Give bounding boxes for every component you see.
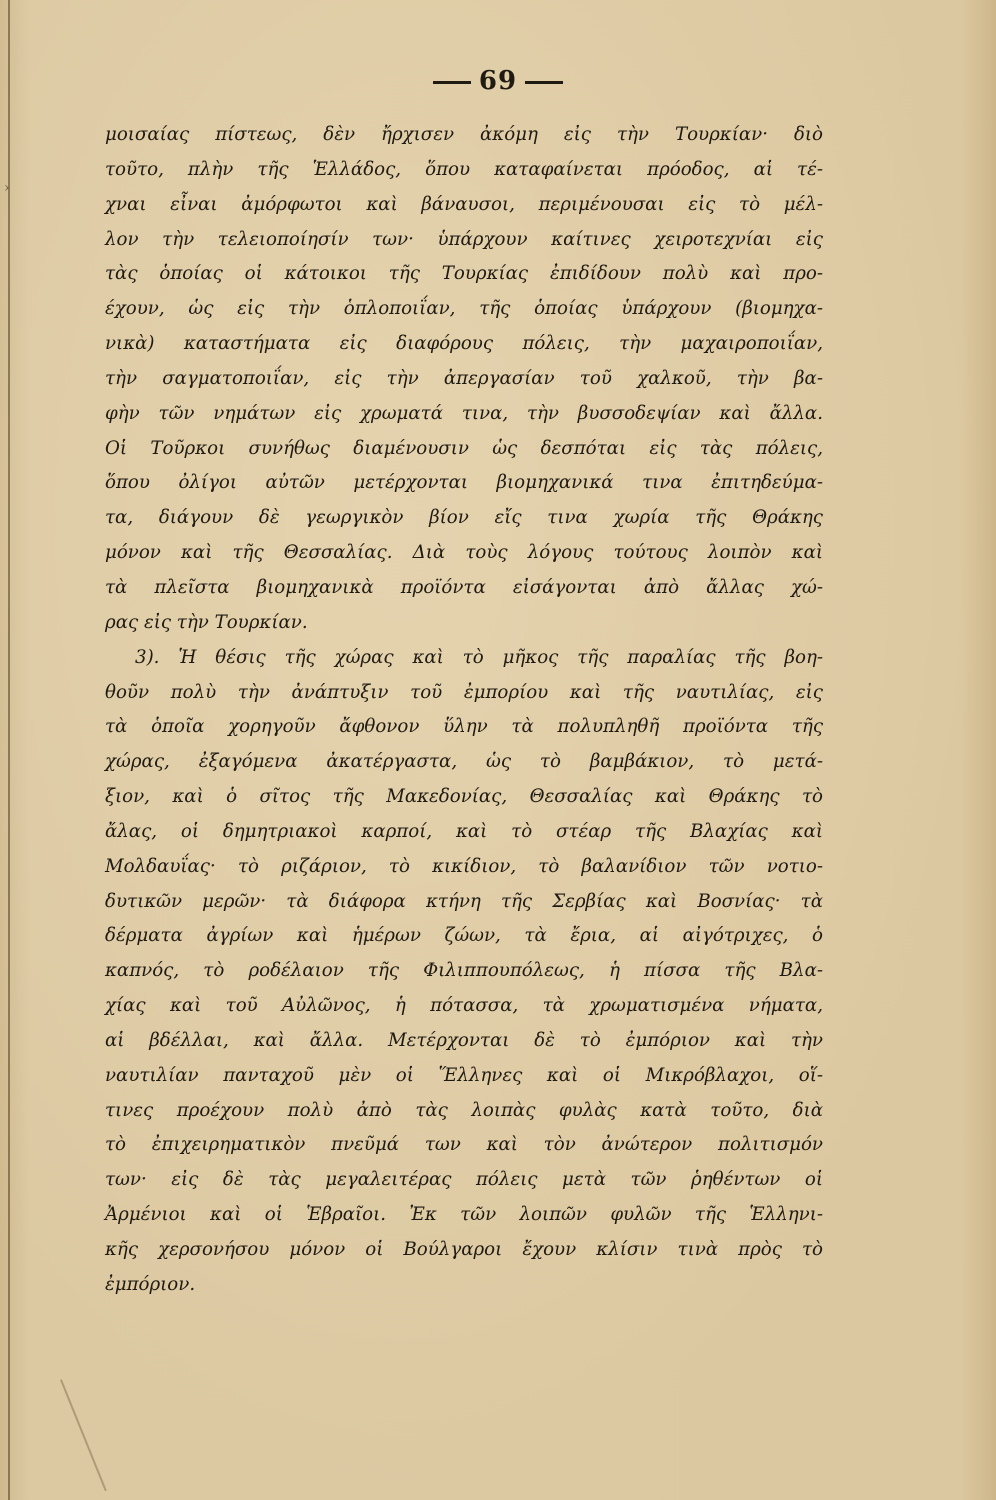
text-line: δέρματα ἀγρίων καὶ ἡμέρων ζώων, τὰ ἔρια, αἱ αἰγότριχες, ὁ	[105, 925, 823, 947]
text-line: χίας καὶ τοῦ Αὐλῶνος, ἡ πότασσα, τὰ χρωματισμένα νήματα,	[105, 995, 823, 1017]
text-line: τὰ ὁποῖα χορηγοῦν ἄφθονον ὕλην τὰ πολυπληθῆ προϊόντα τῆς	[105, 716, 823, 738]
text-line: καπνός, τὸ ροδέλαιον τῆς Φιλιππουπόλεως, ἡ πίσσα τῆς Βλα-	[105, 960, 823, 982]
text-line: ξιον, καὶ ὁ σῖτος τῆς Μακεδονίας, Θεσσαλίας καὶ Θράκης τὸ	[105, 786, 823, 808]
text-line: τὰς ὁποίας οἱ κάτοικοι τῆς Τουρκίας ἐπιδίδουν πολὺ καὶ προ-	[105, 263, 823, 285]
text-line: Οἱ Τοῦρκοι συνήθως διαμένουσιν ὡς δεσπόται εἰς τὰς πόλεις,	[105, 437, 823, 459]
header-dash-right	[525, 81, 563, 84]
text-line: τοῦτο, πλὴν τῆς Ἑλλάδος, ὅπου καταφαίνεται πρόοδος, αἱ τέ-	[105, 158, 823, 180]
text-line: δυτικῶν μερῶν· τὰ διάφορα κτήνη τῆς Σερβίας καὶ Βοσνίας· τὰ	[105, 890, 823, 912]
text-line: θοῦν πολὺ τὴν ἀνάπτυξιν τοῦ ἐμπορίου καὶ τῆς ναυτιλίας, εἰς	[105, 681, 823, 703]
text-line: ναυτιλίαν πανταχοῦ μὲν οἱ Ἕλληνες καὶ οἱ Μικρόβλαχοι, οἵ-	[105, 1064, 823, 1086]
margin-mark: ›	[4, 180, 10, 196]
paper-crease	[60, 1379, 107, 1491]
text-line: των· εἰς δὲ τὰς μεγαλειτέρας πόλεις μετὰ τῶν ῥηθέντων οἱ	[105, 1169, 823, 1191]
text-line: Ἀρμένιοι καὶ οἱ Ἑβραῖοι. Ἐκ τῶν λοιπῶν φυλῶν τῆς Ἑλληνι-	[105, 1204, 823, 1226]
header-dash-left	[433, 81, 471, 84]
text-line: ὅπου ὀλίγοι αὐτῶν μετέρχονται βιομηχανικά τινα ἐπιτηδεύμα-	[105, 472, 823, 494]
text-line: χναι εἶναι ἀμόρφωτοι καὶ βάναυσοι, περιμένουσαι εἰς τὸ μέλ-	[105, 193, 823, 215]
body-text	[105, 118, 823, 1303]
page-header	[0, 66, 996, 96]
binding-edge	[8, 0, 10, 1500]
text-line: νικὰ) καταστήματα εἰς διαφόρους πόλεις, τὴν μαχαιροποιΐαν,	[105, 333, 823, 355]
text-line: ρας εἰς τὴν Τουρκίαν.	[105, 611, 308, 633]
text-line: ἐμπόριον.	[105, 1273, 196, 1295]
text-line: κῆς χερσονήσου μόνον οἱ Βούλγαροι ἔχουν κλίσιν τινὰ πρὸς τὸ	[105, 1239, 823, 1260]
text-line: τὴν σαγματοποιΐαν, εἰς τὴν ἀπεργασίαν τοῦ χαλκοῦ, τὴν βα-	[105, 367, 823, 389]
text-line: μοισαίας πίστεως, δὲν ἤρχισεν ἀκόμη εἰς τὴν Τουρκίαν· διὸ	[105, 124, 823, 145]
text-line: λον τὴν τελειοποίησίν των· ὑπάρχουν καίτινες χειροτεχνίαι εἰς	[105, 228, 823, 250]
text-line: τὰ πλεῖστα βιομηχανικὰ προϊόντα εἰσάγονται ἀπὸ ἄλλας χώ-	[105, 576, 823, 598]
text-line: ἄλας, οἱ δημητριακοὶ καρποί, καὶ τὸ στέαρ τῆς Βλαχίας καὶ	[105, 820, 823, 842]
text-line: 3). Ἡ θέσις τῆς χώρας καὶ τὸ μῆκος τῆς παραλίας τῆς βοη-	[135, 646, 823, 668]
text-line: έχουν, ὡς εἰς τὴν ὁπλοποιΐαν, τῆς ὁποίας ὑπάρχουν (βιομηχα-	[105, 298, 823, 320]
page-number: 69	[478, 66, 518, 96]
text-line: τινες προέχουν πολὺ ἀπὸ τὰς λοιπὰς φυλὰς κατὰ τοῦτο, διὰ	[105, 1099, 823, 1121]
text-line: Μολδαυΐας· τὸ ριζάριον, τὸ κικίδιον, τὸ βαλανίδιον τῶν νοτιο-	[105, 855, 823, 877]
text-line: τὸ ἐπιχειρηματικὸν πνεῦμά των καὶ τὸν ἀνώτερον πολιτισμόν	[105, 1134, 823, 1156]
text-line: φὴν τῶν νημάτων εἰς χρωματά τινα, τὴν βυσσοδεψίαν καὶ ἄλλα.	[105, 402, 823, 424]
text-line: μόνον καὶ τῆς Θεσσαλίας. Διὰ τοὺς λόγους τούτους λοιπὸν καὶ	[105, 542, 823, 564]
text-line: χώρας, ἐξαγόμενα ἀκατέργαστα, ὡς τὸ βαμβάκιον, τὸ μετά-	[105, 751, 823, 773]
text-line: τα, διάγουν δὲ γεωργικὸν βίον εἴς τινα χωρία τῆς Θράκης	[105, 507, 823, 529]
text-line: αἱ βδέλλαι, καὶ ἄλλα. Μετέρχονται δὲ τὸ ἐμπόριον καὶ τὴν	[105, 1029, 823, 1051]
